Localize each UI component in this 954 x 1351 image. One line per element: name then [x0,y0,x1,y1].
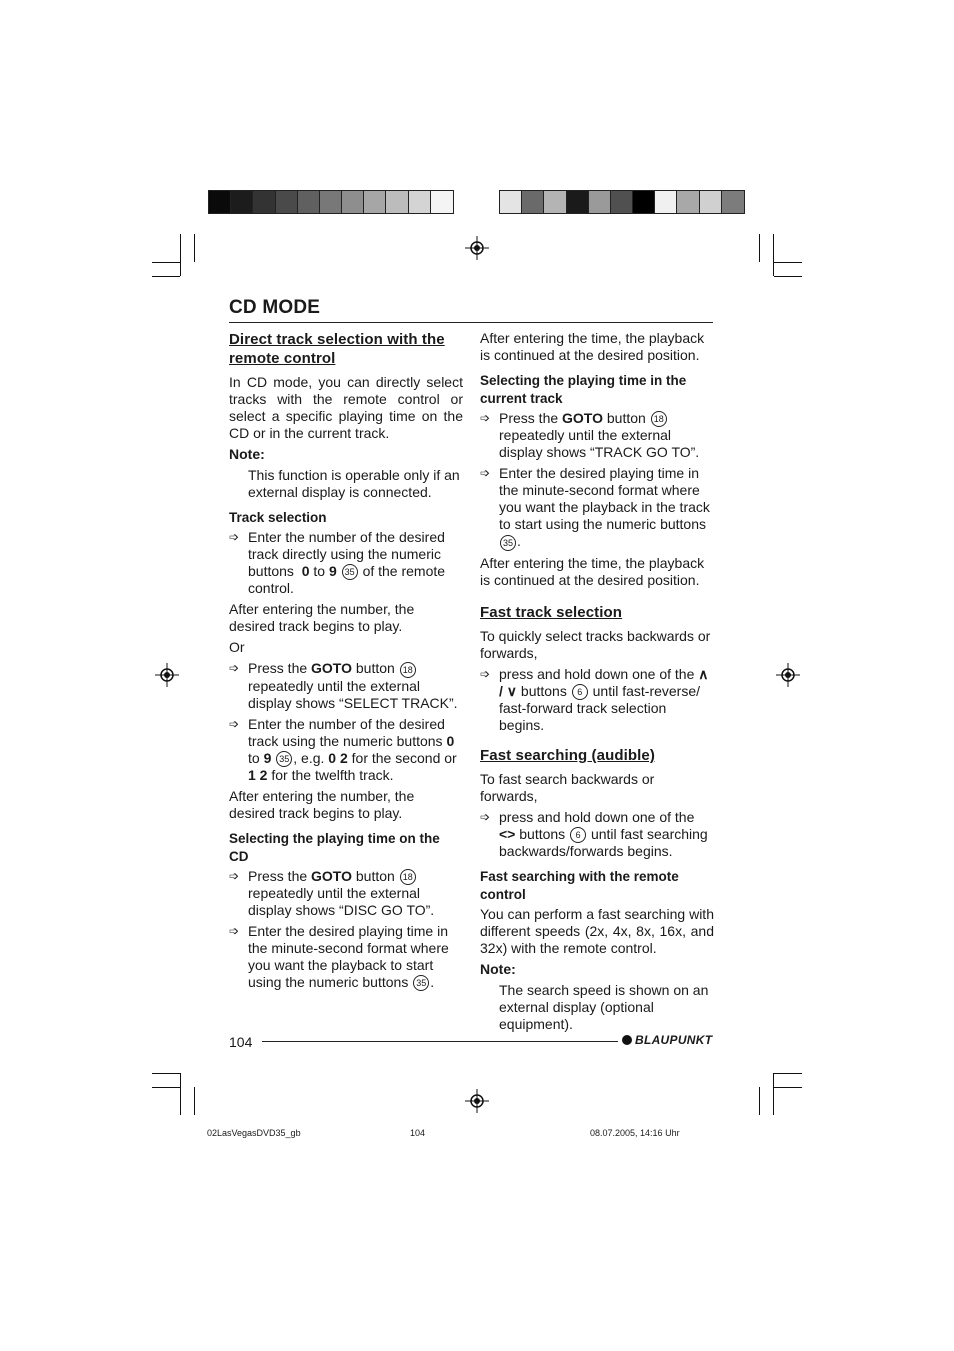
note-label: Note: [229,446,265,462]
subheading-playing-time-track: Selecting the playing time in the current track [480,373,687,406]
crop-mark [773,1073,774,1115]
list-item: ➩ Press the GOTO button 18 repeatedly until the external display shows “DISC GO TO”. [229,867,435,919]
color-swatch [409,191,431,213]
remote-search-text: You can perform a fast searching with different speeds (2x, 4x, 8x, 16x, and 32x) with the remote control. [480,906,714,957]
subheading-track-selection: Track selection [229,510,327,525]
left-color-bar [208,190,454,214]
registration-mark-icon [465,236,489,260]
after-text: After entering the number, the desired track begins to play. [229,601,415,635]
fast-track-intro: To quickly select tracks backwards or forwards, [480,627,711,661]
brand-dot-icon [622,1035,632,1045]
button-ref-badge: 18 [400,869,416,885]
right-color-bar [499,190,745,214]
subheading-remote-search: Fast searching with the remote control [480,869,679,903]
brand-logo: BLAUPUNKT [622,1033,712,1047]
list-item: ➩ press and hold down one of the ∧ / ∨ buttons 6 until fast-reverse/ fast-forward track selection begins. [480,665,709,733]
intro-paragraph: In CD mode, you can directly select tracks with the remote control or select a specific playing time on the CD or in the current track. [229,374,463,441]
color-swatch [320,191,342,213]
crop-mark [180,1073,181,1115]
list-item: ➩ press and hold down one of the <> buttons 6 until fast searching backwards/forwards begins. [480,808,708,860]
note-label: Note: [480,961,516,978]
left-right-arrows-icon: <> [499,825,516,842]
footer-rule [262,1041,618,1042]
color-swatch [700,191,722,213]
color-swatch [386,191,408,213]
crop-mark [774,276,802,277]
arrow-bullet-icon: ➩ [229,924,240,939]
color-swatch [589,191,611,213]
arrow-bullet-icon: ➩ [229,530,240,544]
crop-mark [773,234,774,276]
color-swatch [276,191,298,213]
note-text: The search speed is shown on an external display (optional equipment). [499,982,709,1033]
crop-mark [194,234,195,262]
crop-mark [152,262,180,263]
registration-mark-icon [155,663,179,687]
color-swatch [364,191,386,213]
button-ref-badge: 35 [500,535,516,551]
color-swatch [633,191,655,213]
up-down-arrows-icon: ∧ / ∨ [499,665,709,699]
crop-mark [152,1087,180,1088]
left-column [229,330,463,995]
crop-mark [180,234,181,276]
list-item: ➩ Press the GOTO button 18 repeatedly until the external display shows “SELECT TRACK”. [229,660,458,711]
subheading-playing-time-cd: Selecting the playing time on the CD [229,830,440,864]
color-swatch [231,191,253,213]
list-item: ➩ Press the GOTO button 18 repeatedly until the external display shows “TRACK GO TO”. [480,410,700,461]
crop-mark [152,1073,180,1074]
color-swatch [722,191,744,213]
crop-mark [152,276,180,277]
color-swatch [655,191,677,213]
section-heading-fast-search: Fast searching (audible) [480,746,655,764]
color-swatch [431,191,453,213]
button-ref-badge: 35 [276,751,292,767]
list-item: ➩ Enter the number of the desired track directly using the numeric buttons 0 to 9 35 of the remote control. [229,529,446,597]
or-text: Or [229,639,245,656]
section-heading-direct-track: Direct track selection with the remote control [229,331,445,367]
page-number: 104 [229,1034,253,1050]
crop-mark [774,1087,802,1088]
arrow-bullet-icon: ➩ [480,809,491,824]
color-swatch [500,191,522,213]
color-swatch [298,191,320,213]
section-heading-fast-track: Fast track selection [480,603,623,621]
page-title: CD MODE [229,297,321,318]
button-ref-badge: 6 [572,684,588,700]
crop-mark [759,234,760,262]
color-swatch [544,191,566,213]
color-swatch [253,191,275,213]
color-swatch [209,191,231,213]
after-text: After entering the time, the playback is continued at the desired position. [480,554,705,588]
registration-mark-icon [465,1089,489,1113]
color-swatch [567,191,589,213]
list-item: ➩ Enter the number of the desired track using the numeric buttons 0 to 9 35 , e.g. 0 2 for the second or 1 2 for the twelfth track. [229,715,457,783]
list-item: ➩ Enter the desired playing time in the minute-second format where you want the playback to start using the numeric buttons 35 . [229,923,449,991]
fast-search-intro: To fast search backwards or forwards, [480,770,655,804]
arrow-bullet-icon: ➩ [229,868,240,883]
crop-mark [194,1087,195,1115]
button-ref-badge: 18 [651,411,667,427]
button-ref-badge: 35 [413,975,429,991]
slug-date: 08.07.2005, 14:16 Uhr [590,1128,680,1138]
slug-page: 104 [410,1128,426,1138]
arrow-bullet-icon: ➩ [480,466,491,481]
crop-mark [774,262,802,263]
color-swatch [611,191,633,213]
arrow-bullet-icon: ➩ [229,661,240,676]
crop-mark [774,1073,802,1074]
after-text: After entering the time, the playback is continued at the desired position. [480,330,705,363]
button-ref-badge: 18 [400,662,416,678]
list-item: ➩ Enter the desired playing time in the minute-second format where you want the playback in the track to start using the numeric buttons 35 . [480,465,710,550]
button-ref-badge: 6 [570,827,586,843]
slug-filename: 02LasVegasDVD35_gb [207,1128,301,1138]
color-swatch [677,191,699,213]
title-rule [229,322,713,323]
color-swatch [342,191,364,213]
color-swatch [522,191,544,213]
note-text: This function is operable only if an external display is connected. [248,467,460,500]
arrow-bullet-icon: ➩ [480,666,491,681]
crop-mark [759,1087,760,1115]
arrow-bullet-icon: ➩ [229,716,240,731]
registration-mark-icon [776,663,800,687]
button-ref-badge: 35 [342,564,358,580]
after-text: After entering the number, the desired track begins to play. [229,787,415,821]
arrow-bullet-icon: ➩ [480,411,491,425]
right-column [480,330,714,1037]
